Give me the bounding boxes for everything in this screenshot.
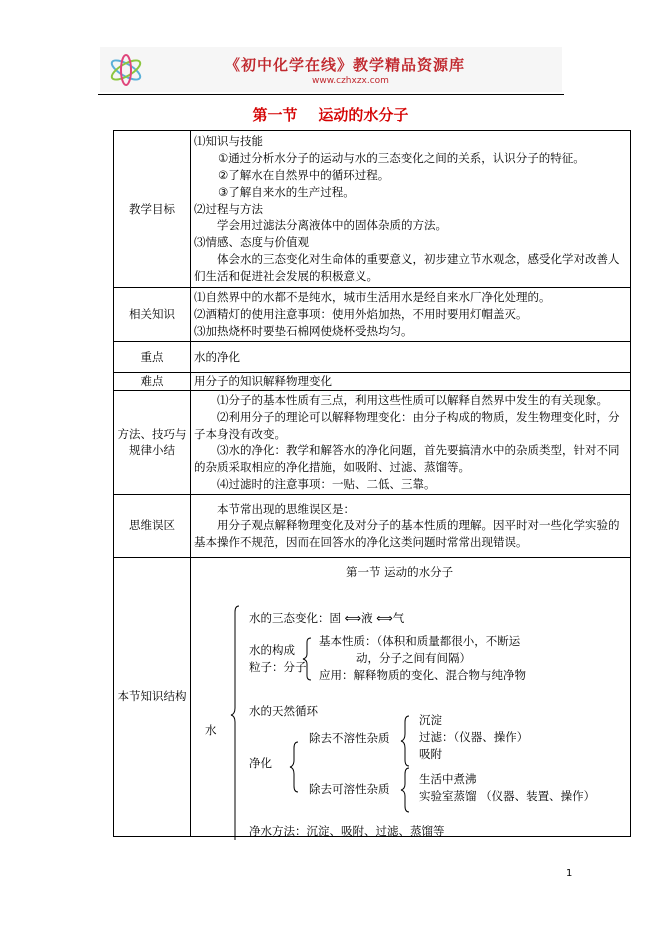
- text-line: ③了解自来水的生产过程。: [218, 184, 355, 199]
- row-goals: [114, 131, 631, 288]
- row-content: 用分子的知识解释物理变化: [191, 373, 631, 391]
- diagram-title: 第一节 运动的水分子: [346, 564, 454, 579]
- atom-logo-icon: [106, 53, 146, 87]
- row-content: [191, 288, 631, 342]
- diagram-node: 动，分子之间有间隔）: [356, 650, 471, 665]
- row-label: 相关知识: [114, 288, 191, 342]
- brand-url: www.czhxzx.com: [312, 76, 389, 86]
- text-line: ⑴自然界中的水都不是纯水，城市生活用水是经自来水厂净化处理的。: [194, 290, 551, 305]
- diagram-node: 实验室蒸馏 （仪器、装置、操作）: [419, 788, 596, 803]
- row-label: 重点: [114, 342, 191, 373]
- text-line: ②了解水在自然界中的循环过程。: [218, 168, 390, 182]
- text-line: ⑶加热烧杯时要垫石棉网使烧杯受热均匀。: [194, 323, 413, 338]
- text-line: ⑶水的净化：教学和解答水的净化问题，首先要搞清水中的杂质类型，针对不同的杂质采取相应的净化措施，如吸附、过滤、蒸馏等。: [194, 443, 620, 475]
- text-line: ⑶情感、态度与价值观: [194, 235, 309, 250]
- row-mistakes: [114, 494, 631, 557]
- text-line: ⑵过程与方法: [194, 201, 263, 216]
- row-methods: [114, 390, 631, 494]
- page-number: 1: [566, 868, 573, 879]
- diagram-node: 除去可溶性杂质: [309, 781, 390, 796]
- diagram-node: 水的三态变化：固 ⟺液 ⟺气: [249, 610, 405, 625]
- text-line: ⑵利用分子的理论可以解释物理变化：由分子构成的物质，发生物理变化时，分子本身没有改变。: [194, 409, 620, 441]
- diagram-node: 过滤：（仪器、操作）: [419, 729, 529, 744]
- diagram-node: 沉淀: [419, 712, 442, 727]
- knowledge-diagram: [191, 557, 631, 836]
- diagram-node: 应用：解释物质的变化、混合物与纯净物: [319, 667, 526, 682]
- diagram-node: 水的天然循环: [249, 703, 318, 718]
- header-divider: [98, 94, 564, 95]
- soluble-brace-icon: [401, 768, 409, 812]
- page-title: 第一节 运动的水分子: [252, 106, 409, 124]
- diagram-node: 净化: [249, 755, 272, 770]
- diagram-node: 净水方法：沉淀、吸附、过滤、蒸馏等: [249, 823, 445, 838]
- text-line: 体会水的三态变化对生命体的重要意义，初步建立节水观念，感受化学对改善人们生活和促进社会发展的积极意义。: [194, 251, 620, 283]
- row-label: 难点: [114, 373, 191, 391]
- diagram-node: 基本性质：（体积和质量都很小，不断运: [319, 633, 521, 648]
- text-line: ⑴知识与技能: [194, 134, 263, 149]
- row-content: 水的净化: [191, 342, 631, 373]
- row-related: [114, 288, 631, 342]
- row-label: 方法、技巧与规律小结: [114, 390, 191, 494]
- lesson-table: [113, 130, 631, 837]
- purify-brace-icon: [290, 742, 298, 792]
- diagram-node: 粒子：分子: [249, 659, 307, 674]
- text-line: ⑵酒精灯的使用注意事项：使用外焰加热，不用时要用灯帽盖灭。: [194, 307, 528, 322]
- row-label: 思维误区: [114, 494, 191, 557]
- text-line: ⑷过滤时的注意事项：一贴、二低、三靠。: [217, 476, 436, 491]
- row-structure: [114, 557, 631, 836]
- root-brace-icon: [231, 606, 239, 840]
- brand-name: 《初中化学在线》教学精品资源库: [225, 56, 466, 74]
- text-line: 用分子观点解释物理变化及对分子的基本性质的理解。因平时对一些化学实验的基本操作不规范，因而在回答水的净化这类问题时常常出现错误。: [194, 518, 620, 550]
- row-difficult: [114, 373, 631, 391]
- row-content: [191, 390, 631, 494]
- diagram-node: 吸附: [419, 746, 442, 761]
- row-content: [191, 131, 631, 288]
- header-banner: [100, 47, 562, 92]
- insoluble-brace-icon: [401, 716, 409, 766]
- diagram-node: 除去不溶性杂质: [309, 730, 390, 745]
- text-line: ⑴分子的基本性质有三点，利用这些性质可以解释自然界中发生的有关现象。: [217, 392, 608, 407]
- diagram-root: 水: [205, 722, 217, 737]
- text-line: 本节常出现的思维误区是：: [217, 501, 355, 516]
- diagram-node: 生活中煮沸: [419, 771, 477, 786]
- row-content: [191, 494, 631, 557]
- row-label: 本节知识结构: [114, 557, 191, 836]
- row-label: 教学目标: [114, 131, 191, 288]
- text-line: ①通过分析水分子的运动与水的三态变化之间的关系，认识分子的特征。: [218, 151, 585, 166]
- row-key: [114, 342, 631, 373]
- text-line: 学会用过滤法分离液体中的固体杂质的方法。: [217, 218, 447, 233]
- diagram-node: 水的构成: [249, 642, 295, 657]
